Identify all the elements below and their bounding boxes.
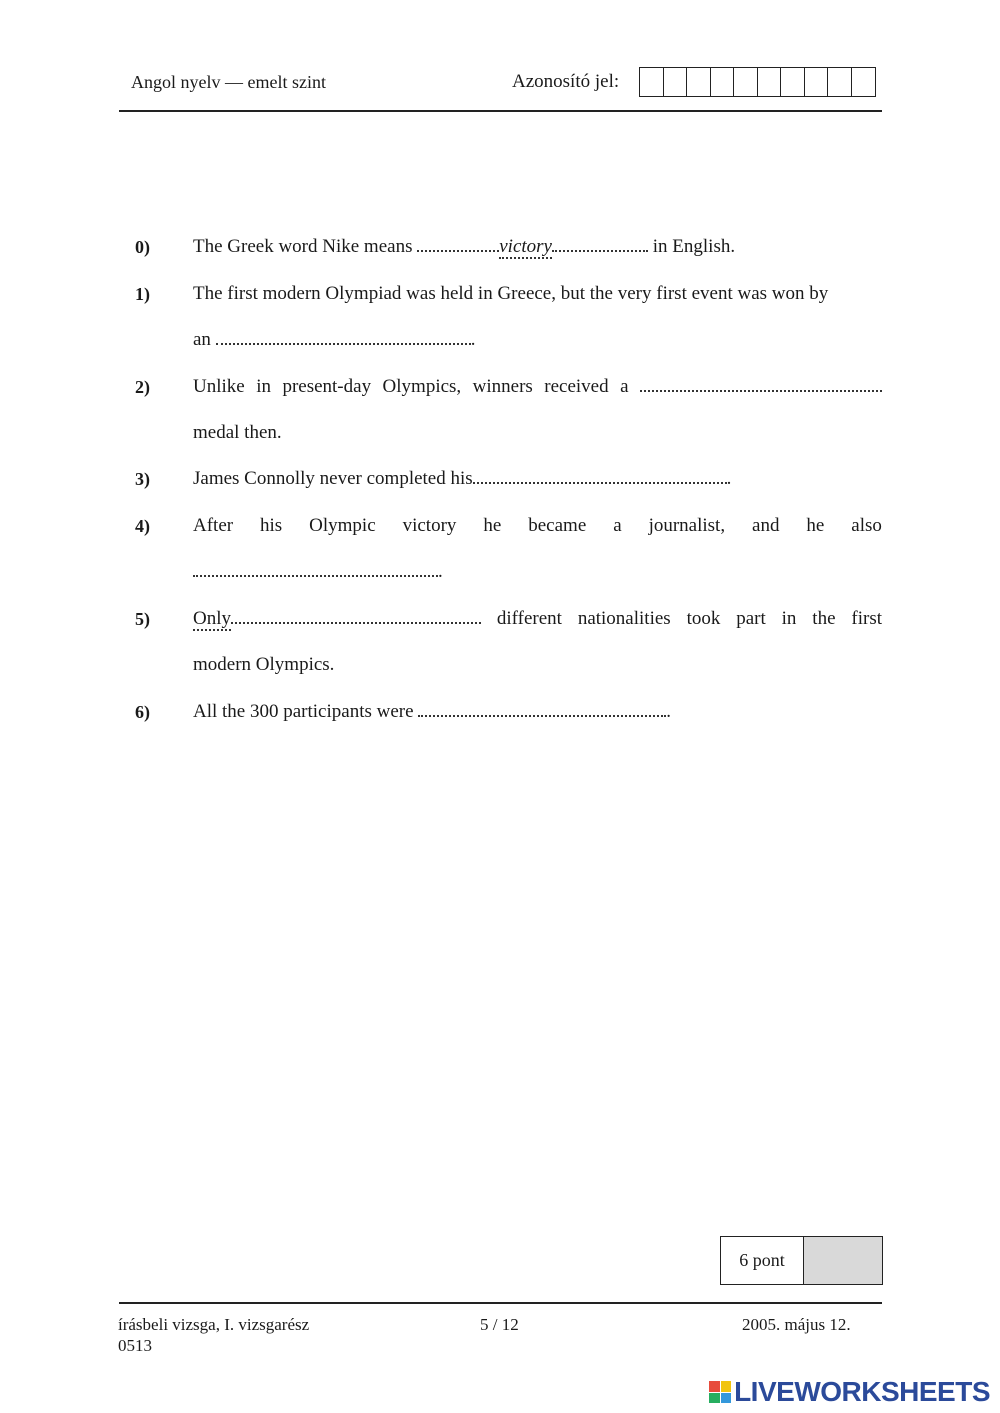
word: Olympic — [309, 515, 376, 536]
liveworksheets-brand — [709, 1376, 990, 1408]
id-box[interactable] — [828, 68, 852, 96]
answer-blank[interactable] — [640, 376, 882, 392]
brand-name: LIVEWORKSHEETS — [734, 1376, 990, 1407]
question-text: The Greek word Nike means — [193, 236, 413, 257]
question-2-line1 — [193, 376, 882, 398]
word: victory — [402, 515, 457, 536]
word: in — [256, 376, 271, 397]
question-text: All the 300 participants were — [193, 701, 414, 722]
question-text: . — [666, 701, 672, 722]
id-boxes — [639, 67, 876, 97]
footer-exam: írásbeli vizsga, I. vizsgarész — [118, 1315, 310, 1334]
answer-blank[interactable] — [231, 608, 481, 624]
question-number: 5) — [135, 609, 150, 629]
question-5-line1 — [193, 608, 882, 630]
word: his — [260, 515, 283, 536]
answer-blank[interactable] — [216, 329, 471, 345]
answer-blank[interactable] — [193, 561, 438, 577]
word: received — [544, 376, 609, 397]
word: he — [483, 515, 502, 536]
liveworksheets-logo-icon — [709, 1381, 731, 1403]
word: present-day — [282, 376, 372, 397]
id-box[interactable] — [805, 68, 829, 96]
footer-code: 0513 — [118, 1336, 152, 1355]
id-box[interactable] — [640, 68, 664, 96]
word: took — [686, 608, 721, 629]
score-field[interactable] — [804, 1237, 882, 1284]
id-box[interactable] — [664, 68, 688, 96]
question-5-start — [193, 608, 481, 630]
question-3 — [193, 468, 731, 490]
question-number: 4) — [135, 516, 150, 536]
word: different — [496, 608, 562, 629]
word: winners — [472, 376, 533, 397]
word: and — [752, 515, 780, 536]
word: the — [812, 608, 836, 629]
footer-date: 2005. május 12. — [742, 1315, 851, 1334]
question-6 — [193, 701, 671, 723]
word: in — [781, 608, 797, 629]
question-text: . — [438, 561, 443, 582]
footer-page: 5 / 12 — [480, 1315, 519, 1334]
question-text: James Connolly never completed his — [193, 468, 473, 489]
question-4-line2 — [193, 561, 443, 583]
answer-blank — [552, 236, 648, 252]
id-box[interactable] — [781, 68, 805, 96]
word: a — [613, 515, 622, 536]
id-box[interactable] — [852, 68, 876, 96]
question-number: 0) — [135, 237, 150, 257]
word: also — [851, 515, 882, 536]
word: Olympics, — [382, 376, 462, 397]
question-4-line1 — [193, 515, 882, 537]
example-answer: victory — [499, 236, 552, 257]
word: nationalities — [577, 608, 671, 629]
word: Unlike — [193, 376, 245, 397]
word: a — [620, 376, 629, 397]
answer-blank[interactable] — [473, 468, 727, 484]
word: After — [193, 515, 234, 536]
question-1-line1: The first modern Olympiad was held in Greece, but the very first event was won by — [193, 283, 829, 304]
question-text: in English. — [652, 236, 736, 257]
question-1-line2 — [193, 329, 475, 351]
id-box[interactable] — [758, 68, 782, 96]
question-text: . — [470, 329, 476, 350]
id-box[interactable] — [711, 68, 735, 96]
question-number: 2) — [135, 377, 150, 397]
question-number: 1) — [135, 284, 150, 304]
question-0 — [193, 236, 735, 258]
answer-blank[interactable] — [418, 701, 666, 717]
question-number: 3) — [135, 469, 150, 489]
score-label: 6 pont — [721, 1237, 804, 1284]
word: became — [528, 515, 587, 536]
id-box[interactable] — [687, 68, 711, 96]
score-box — [720, 1236, 883, 1285]
word: journalist, — [648, 515, 726, 536]
answer-blank — [417, 236, 499, 252]
word: first — [851, 608, 882, 629]
header-subject: Angol nyelv — emelt szint — [131, 72, 326, 92]
word: he — [806, 515, 825, 536]
question-5-line2: modern Olympics. — [193, 654, 335, 675]
footer-rule — [119, 1302, 882, 1304]
word: Only — [193, 608, 231, 629]
id-label: Azonosító jel: — [512, 71, 620, 92]
question-number: 6) — [135, 702, 150, 722]
question-2-line2: medal then. — [193, 422, 282, 443]
question-text: . — [726, 468, 732, 489]
header-rule — [119, 110, 882, 112]
id-box[interactable] — [734, 68, 758, 96]
question-text: an — [193, 329, 211, 350]
word: part — [736, 608, 766, 629]
